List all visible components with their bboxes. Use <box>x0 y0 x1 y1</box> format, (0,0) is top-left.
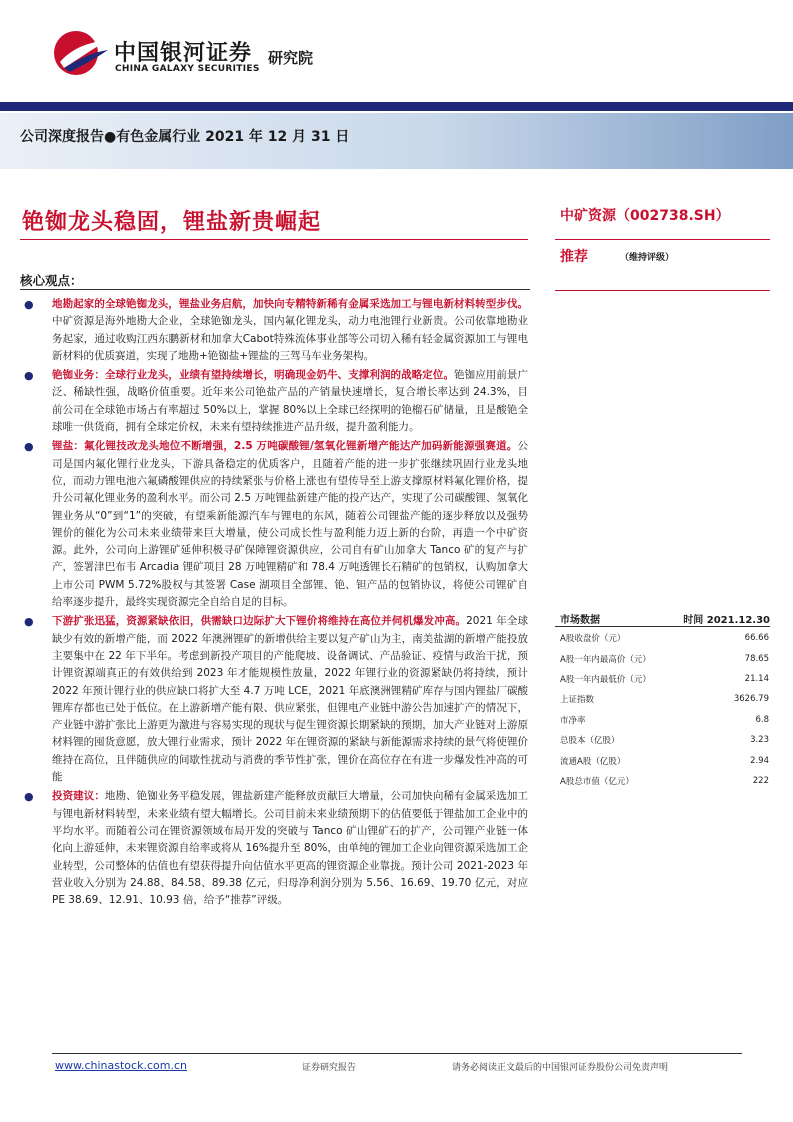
bullet-lead: 铯铷业务：全球行业龙头，业绩有望持续增长，明确现金奶牛、支撑利润的战略定位。 <box>52 369 455 382</box>
row-label: A股一年内最高价（元） <box>560 654 651 665</box>
bullet-body: 2021 年全球缺少有效的新增产能，而 2022 年澳洲锂矿的新增供给主要以复产矿山为主，南美盐湖的新增产能投放主要集中在 22 年下半年。考虑到新投产项目的产能爬坡、设备调试、产品验证、疫情与政治干扰，预计锂资源端真正的有效供给到 2023 年才能规模性放量，2022 年锂行业的资源紧缺仍将持续，预计 2022 年预计锂行业的供应缺口将扩大至 4.7 万吨 LCE，2021 年底澳洲锂精矿库存与国内锂盐厂碳酸锂库存都也已处于低位。在上游新增产能有限、供应紧张，但锂电产业链中游公告加速扩产的情况下，产业链中游扩张比上游更为激进与容易实现的现状与促生锂资源长期紧缺的预期，加大产业链对上游原材料锂的囤货意愿，放大锂行业需求，预计 2022 年在锂资源的紧缺与新能源需求持续的景气将使锂价维持在高位，且伴随供应的间歇性扰动与消费的季节性扩张，锂价在高位存在有进一步爆发性冲高的可能 <box>52 615 529 784</box>
stock-name: 中矿资源（002738.SH） <box>560 208 730 224</box>
row-value: 78.65 <box>744 653 769 664</box>
row-label: A股收盘价（元） <box>560 634 626 645</box>
stock-divider <box>555 239 770 240</box>
market-data-title: 市场数据 <box>560 615 600 626</box>
company-logo-icon <box>50 28 110 78</box>
report-title: 铯铷龙头稳固，锂盐新贵崛起 <box>22 210 322 235</box>
footer-disclaimer: 请务必阅读正文最后的中国银河证券股份公司免责声明 <box>452 1063 669 1073</box>
table-row <box>555 689 770 709</box>
footer-doc-type: 证券研究报告 <box>302 1063 357 1073</box>
title-divider <box>20 239 528 240</box>
brand-name-cn: 中国银河证券 <box>114 41 253 66</box>
report-type-line: 公司深度报告●有色金属行业 2021 年 12 月 31 日 <box>20 129 350 145</box>
rating-divider <box>555 290 770 291</box>
table-row <box>555 628 770 648</box>
table-row <box>555 750 770 770</box>
bullet-dot-icon: ● <box>24 440 34 454</box>
bullet-body: 公司是国内氟化锂行业龙头，下游具备稳定的优质客户，且随着产能的进一步扩张继续巩固行业龙头地位，而动力锂电池六氟磷酸锂供应的持续紧张与价格上涨也有望传导至上游支撑原材料氟化锂价格，提升公司氟化锂业务的盈利水平。而公司 2.5 万吨锂盐新建产能的投产达产，实现了公司碳酸锂、氢氧化锂业务从“0”到“1”的突破，有望乘新能源汽车与锂电的东风，随着公司锂盐产能的逐步释放以及强势锂价的催化为公司未来业绩带来巨大增量，使公司成长性与盈利能力迈上新的台阶，再造一个中矿资源。此外，公司向上游锂矿延伸积极寻矿保障锂资源供应，公司自有矿山加拿大 Tanco 矿的复产与扩产，签署津巴布韦 Arcadia 锂矿项目 28 万吨锂精矿和 78.4 万吨透锂长石精矿的包销权，认购加拿大上市公司 PWM 5.72%股权与其签署 Case 湖项目全部锂、铯、钽产品的包销协议，将使公司锂矿自给率逐步提升，最终实现资源完全自给自足的目标。 <box>52 440 528 609</box>
bullet-lead: 地勘起家的全球铯铷龙头，锂盐业务启航，加快向专精特新稀有金属采选加工与锂电新材料转型步伐。 <box>52 298 528 310</box>
institute-label: 研究院 <box>268 49 314 67</box>
bullet-body: 中矿资源是海外地勘大企业，全球铯铷龙头，国内氟化锂龙头，动力电池锂行业新贵。公司依靠地勘业务起家，通过收购江西东鹏新材和加拿大Cabot特殊流体事业部等公司切入稀有轻金属资源加工与锂电新材料的优质赛道，实现了地勘+铯铷盐+锂盐的三驾马车业务架构。 <box>52 315 528 362</box>
table-row <box>555 771 770 791</box>
table-row <box>555 730 770 750</box>
row-label: 流通A股（亿股） <box>560 756 626 767</box>
bullet-body: 地勘、铯铷业务平稳发展，锂盐新建产能释放贡献巨大增量，公司加快向稀有金属采选加工与锂电新材料转型，未来业绩有望大幅增长。公司目前未来业绩预期下的估值要低于锂盐加工企业中的平均水平。而随着公司在锂资源领域布局开发的突破与 Tanco 矿山锂矿石的扩产，公司锂产业链一体化向上游延伸，未来锂资源自给率或将从 16%提升至 80%，由单纯的锂加工企业向锂资源采选加工企业转型，公司整体的估值也有望获得提升向估值水平更高的锂资源企业靠拢。预计公司 2021-2023 年营业收入分别为 24.88、84.58、89.38 亿元，归母净利润分别为 5.56、16.69、19.70 亿元，对应 PE 38.69、12.91、10.93 倍，给予“推荐”评级。 <box>52 790 529 907</box>
market-data-table <box>555 628 770 791</box>
market-data-divider <box>555 626 770 627</box>
row-value: 3.23 <box>750 735 769 746</box>
row-value: 2.94 <box>750 755 769 766</box>
row-value: 66.66 <box>744 633 769 644</box>
bullet-lead: 下游扩张迅猛，资源紧缺依旧，供需缺口边际扩大下锂价将维持在高位并伺机爆发冲高。 <box>52 615 467 628</box>
bullet-item <box>22 296 528 365</box>
rating-note: （维持评级） <box>620 253 675 263</box>
bullet-item <box>22 367 528 436</box>
table-row <box>555 669 770 689</box>
row-value: 3626.79 <box>733 694 769 705</box>
bullet-lead: 投资建议： <box>52 790 105 803</box>
website-link[interactable]: www.chinastock.com.cn <box>55 1059 187 1072</box>
bullet-dot-icon: ● <box>24 615 34 629</box>
bullet-dot-icon: ● <box>24 298 34 311</box>
core-view-label: 核心观点： <box>20 273 83 288</box>
rating-label: 推荐 <box>560 249 588 265</box>
bullet-body: 铯铷应用前景广泛、稀缺性强，战略价值重要。近年来公司铯盐产品的产销量快速增长，复合增长率达到 24.3%，目前公司在全球铯市场占有率超过 50%以上，掌握 80%以上全球已经探明的铯榴石矿储量，且是酸铯全球唯一供货商，拥有全球定价权，未来有望持续推进产品升级，提升盈利能力。 <box>52 369 529 434</box>
bullet-dot-icon: ● <box>24 790 34 804</box>
header-bar <box>0 102 793 111</box>
footer-divider <box>52 1053 742 1054</box>
brand-name-en: CHINA GALAXY SECURITIES <box>115 64 260 74</box>
row-label: 总股本（亿股） <box>560 736 620 747</box>
row-value: 6.8 <box>755 714 769 725</box>
core-bullet-list <box>22 296 528 911</box>
bullet-item <box>22 613 528 786</box>
row-label: A股总市值（亿元） <box>560 776 634 787</box>
table-row <box>555 648 770 668</box>
market-data-date: 时间 2021.12.30 <box>683 615 770 626</box>
row-label: A股一年内最低价（元） <box>560 674 651 685</box>
bullet-lead: 锂盐：氟化锂技改龙头地位不断增强，2.5 万吨碳酸锂/氢氧化锂新增产能达产加码新能源强赛道。 <box>52 440 518 453</box>
table-row <box>555 710 770 730</box>
bullet-item <box>22 438 528 611</box>
row-value: 21.14 <box>744 673 769 684</box>
core-view-divider <box>20 289 530 290</box>
row-value: 222 <box>752 775 769 786</box>
row-label: 市净率 <box>560 715 586 726</box>
row-label: 上证指数 <box>560 695 595 706</box>
bullet-dot-icon: ● <box>24 369 34 383</box>
bullet-item <box>22 788 528 909</box>
